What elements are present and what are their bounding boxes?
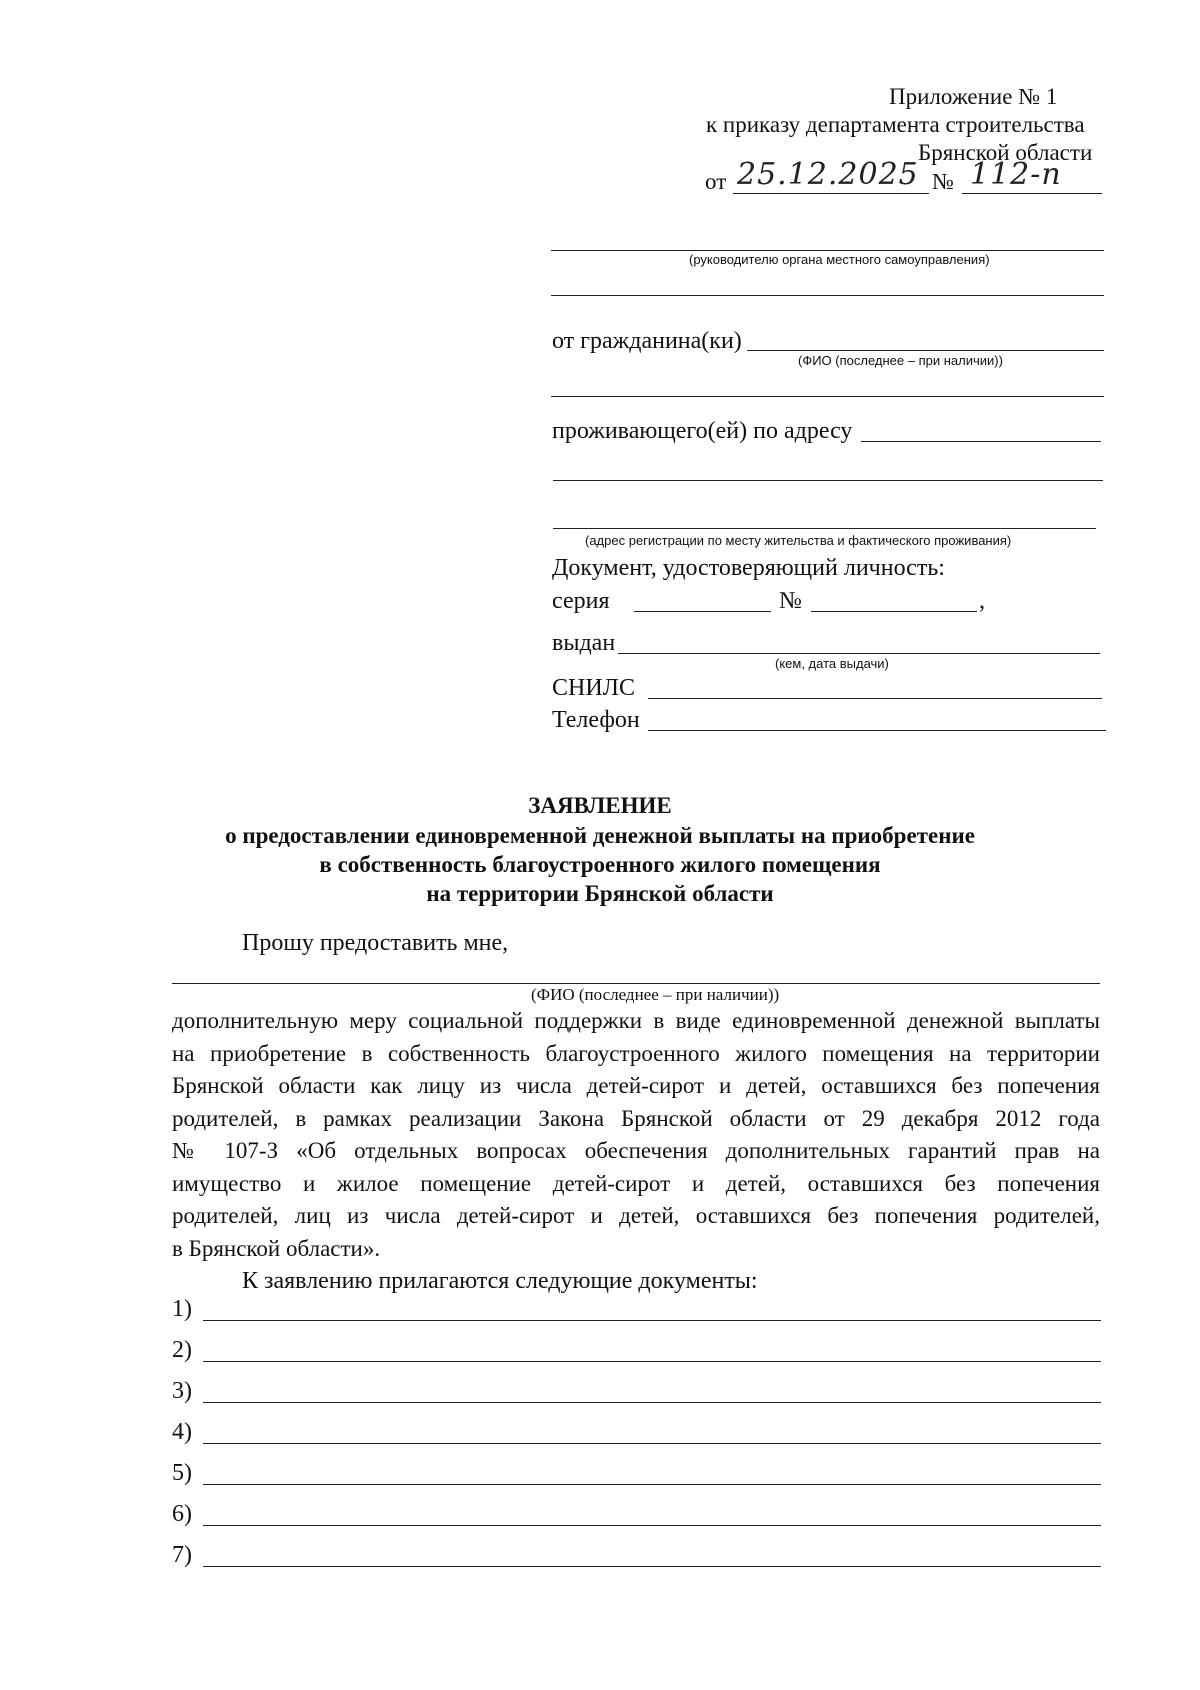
body-line: на приобретение в собственность благоустроенного жилого помещения на территории: [172, 1040, 1100, 1066]
head-name-line[interactable]: [551, 250, 1104, 251]
address-line-1[interactable]: [861, 441, 1101, 442]
id-document-label: Документ, удостоверяющий личность:: [552, 555, 945, 581]
attachment-line-7[interactable]: [203, 1566, 1101, 1567]
attachment-line-4[interactable]: [203, 1443, 1101, 1444]
attachments-label: К заявлению прилагаются следующие документы:: [242, 1268, 758, 1294]
request-intro: Прошу предоставить мне,: [242, 930, 509, 956]
body-line: дополнительную меру социальной поддержки в виде единовременной денежной выплаты: [172, 1008, 1100, 1033]
appendix-number: Приложение № 1: [889, 84, 1058, 109]
body-line: родителей, в рамках реализации Закона Брянской области от 29 декабря 2012 года: [172, 1105, 1100, 1131]
order-region: Брянской области: [918, 140, 1093, 165]
attachment-number: 7): [172, 1542, 192, 1568]
number-line[interactable]: [811, 611, 977, 612]
address-label: проживающего(ей) по адресу: [552, 418, 853, 444]
attachment-number: 5): [172, 1460, 192, 1486]
order-date-line: [733, 193, 929, 194]
citizen-from-label: от гражданина(ки): [552, 328, 742, 354]
series-label: серия: [552, 588, 610, 614]
attachment-number: 6): [172, 1501, 192, 1527]
citizen-fio-line-2[interactable]: [551, 396, 1104, 397]
order-date-value: 25.12.2025: [737, 157, 919, 192]
issued-label: выдан: [552, 630, 616, 656]
order-number-value: 112-п: [970, 157, 1062, 192]
phone-line[interactable]: [648, 730, 1106, 731]
statement-subtitle-2: в собственность благоустроенного жилого помещения: [319, 852, 881, 877]
address-line-3[interactable]: [553, 528, 1096, 529]
number-comma: ,: [979, 588, 985, 614]
attachment-line-6[interactable]: [203, 1525, 1101, 1526]
order-number-line: [962, 193, 1102, 194]
phone-label: Телефон: [552, 707, 640, 733]
issued-line[interactable]: [618, 653, 1100, 654]
issued-caption: (кем, дата выдачи): [775, 656, 889, 671]
attachment-line-1[interactable]: [203, 1320, 1101, 1321]
attachment-number: 1): [172, 1296, 192, 1322]
statement-subtitle-1: о предоставлении единовременной денежной выплаты на приобретение: [225, 823, 975, 848]
attachment-line-3[interactable]: [203, 1402, 1101, 1403]
body-line: Брянской области как лицу из числа детей-сирот и детей, оставшихся без попечения: [172, 1073, 1100, 1098]
citizen-fio-caption: (ФИО (последнее – при наличии)): [798, 353, 1003, 368]
applicant-fio-caption: (ФИО (последнее – при наличии)): [531, 985, 780, 1004]
address-line-2[interactable]: [553, 480, 1103, 481]
body-line: № 107-З «Об отдельных вопросах обеспечения дополнительных гарантий прав на: [172, 1138, 1100, 1163]
order-reference: к приказу департамента строительства: [706, 112, 1085, 137]
statement-subtitle-3: на территории Брянской области: [426, 881, 774, 906]
body-line: родителей, лиц из числа детей-сирот и детей, оставшихся без попечения родителей,: [172, 1203, 1100, 1228]
snils-label: СНИЛС: [552, 675, 635, 701]
applicant-fio-line[interactable]: [172, 983, 1100, 984]
attachment-number: 2): [172, 1337, 192, 1363]
attachment-line-2[interactable]: [203, 1361, 1101, 1362]
series-line[interactable]: [634, 611, 771, 612]
citizen-fio-line[interactable]: [747, 350, 1104, 351]
head-caption: (руководителю органа местного самоуправления): [689, 252, 990, 267]
snils-line[interactable]: [648, 698, 1102, 699]
address-caption: (адрес регистрации по месту жительства и фактического проживания): [585, 533, 1012, 548]
attachment-number: 3): [172, 1378, 192, 1404]
head-name-line-2[interactable]: [551, 295, 1104, 296]
attachment-line-5[interactable]: [203, 1484, 1101, 1485]
order-number-prefix: №: [932, 169, 954, 194]
number-label: №: [779, 588, 802, 614]
body-line: имущество и жилое помещение детей-сирот и детей, оставшихся без попечения: [172, 1170, 1100, 1196]
order-date-prefix: от: [705, 169, 727, 194]
statement-title: ЗАЯВЛЕНИЕ: [528, 793, 672, 818]
statement-body: [172, 1005, 1100, 1265]
body-line-last: в Брянской области».: [172, 1235, 381, 1261]
attachment-number: 4): [172, 1419, 192, 1445]
